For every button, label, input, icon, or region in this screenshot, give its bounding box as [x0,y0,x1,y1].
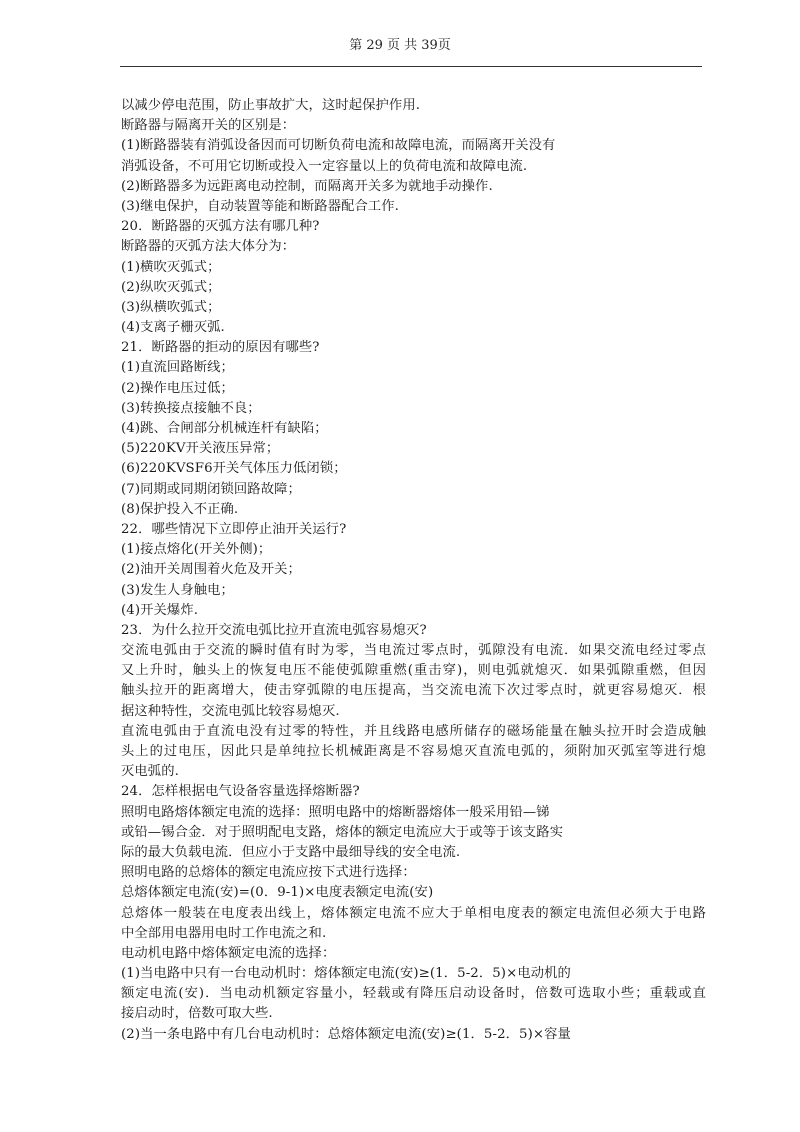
text-line: 以减少停电范围，防止事故扩大，这时起保护作用. [121,98,421,113]
text-line: (3)发生人身触电； [121,582,234,598]
text-line: (4)跳、合闸部分机械连杆有缺陷； [121,421,328,436]
text-line: (8)保护投入不正确. [121,501,239,517]
text-line: 照明电路熔体额定电流的选择：照明电路中的熔断器熔体一般采用铅—锑 [121,804,550,820]
text-line: 中全部用电器用电时工作电流之和. [121,925,327,941]
text-line: (3)继电保护，自动装置等能和断路器配合工作. [121,198,400,214]
text-line: (3)转换接点接触不良； [121,400,261,416]
text-line: 24．怎样根据电气设备容量选择熔断器? [121,784,360,800]
document-body [121,96,706,1045]
text-line: 接启动时，倍数可取大些. [121,1006,273,1022]
text-line: (1)横吹灭弧式； [121,259,221,275]
text-line: (2)纵吹灭弧式； [121,279,221,295]
text-line: (1)直流回路断线； [121,360,234,376]
text-line: 又上升时，触头上的恢复电压不能使弧隙重燃(重击穿)，则电弧就熄灭．如果弧隙重燃，但因 [121,663,706,679]
header-divider [120,66,702,67]
text-line: 断路器的灭弧方法大体分为： [121,239,296,255]
text-line: 头上的过电压，因此只是单纯拉长机械距离是不容易熄灭直流电弧的，须附加灭弧室等进行熄 [121,744,706,759]
text-line: 电动机电路中熔体额定电流的选择： [121,945,336,961]
text-line: 23．为什么拉开交流电弧比拉开直流电弧容易熄灭? [121,622,427,638]
text-line: 或铅—锡合金．对于照明配电支路，熔体的额定电流应大于或等于该支路实 [121,824,564,840]
text-line: 灭电弧的. [121,764,179,780]
text-line: 直流电弧由于直流电没有过零的特性，并且线路电感所储存的磁场能量在触头拉开时会造成触 [121,723,706,739]
text-line: 际的最大负载电流．但应小于支路中最细导线的安全电流. [121,844,461,860]
text-line: (2)操作电压过低； [121,380,234,396]
text-line: (2)当一条电路中有几台电动机时：总熔体额定电流(安)≥(1．5-2．5)×容量 [121,1026,571,1042]
text-line: 交流电弧由于交流的瞬时值有时为零，当电流过零点时，弧隙没有电流．如果交流电经过零点 [121,643,706,659]
text-line: (4)支离子栅灭弧. [121,320,225,336]
text-line: 22．哪些情况下立即停止油开关运行? [121,521,347,537]
text-line: 总熔体额定电流(安)=(0．9-1)×电度表额定电流(安) [121,885,434,901]
text-line: 21．断路器的拒动的原因有哪些? [121,340,320,356]
text-line: 触头拉开的距离增大，使击穿弧隙的电压提高，当交流电流下次过零点时，就更容易熄灭．根 [121,683,706,699]
text-line: (2)油开关周围着火危及开关； [121,562,301,578]
text-line: 据这种特性，交流电弧比较容易熄灭. [121,703,340,719]
text-line: (5)220KV开关液压异常； [121,441,280,457]
text-line: (3)纵横吹弧式； [121,299,221,315]
text-line: 消弧设备，不可用它切断或投入一定容量以上的负荷电流和故障电流. [121,158,528,174]
text-line: (1)当电路中只有一台电动机时：熔体额定电流(安)≥(1．5-2．5)×电动机的 [121,966,571,982]
text-line: (4)开关爆炸. [121,602,199,618]
page-number-header: 第 29 页 共 39页 [349,38,451,53]
text-line: (1)接点熔化(开关外侧)； [121,542,272,558]
text-line: (6)220KVSF6开关气体压力低闭锁； [121,461,347,477]
text-line: (2)断路器多为远距离电动控制，而隔离开关多为就地手动操作. [121,178,493,194]
text-line: 总熔体一般装在电度表出线上，熔体额定电流不应大于单相电度表的额定电流但必须大于电路 [121,905,706,921]
text-line: 20．断路器的灭弧方法有哪几种? [121,219,320,235]
text-line: 照明电路的总熔体的额定电流应按下式进行选择： [121,865,416,881]
text-line: 断路器与隔离开关的区别是： [121,118,296,134]
text-line: 额定电流(安)．当电动机额定容量小，轻载或有降压启动设备时，倍数可选取小些；重载或直 [121,986,706,1002]
text-line: (1)断路器装有消弧设备因而可切断负荷电流和故障电流，而隔离开关没有 [121,138,556,154]
text-line: (7)同期或同期闭锁回路故障； [121,481,301,497]
